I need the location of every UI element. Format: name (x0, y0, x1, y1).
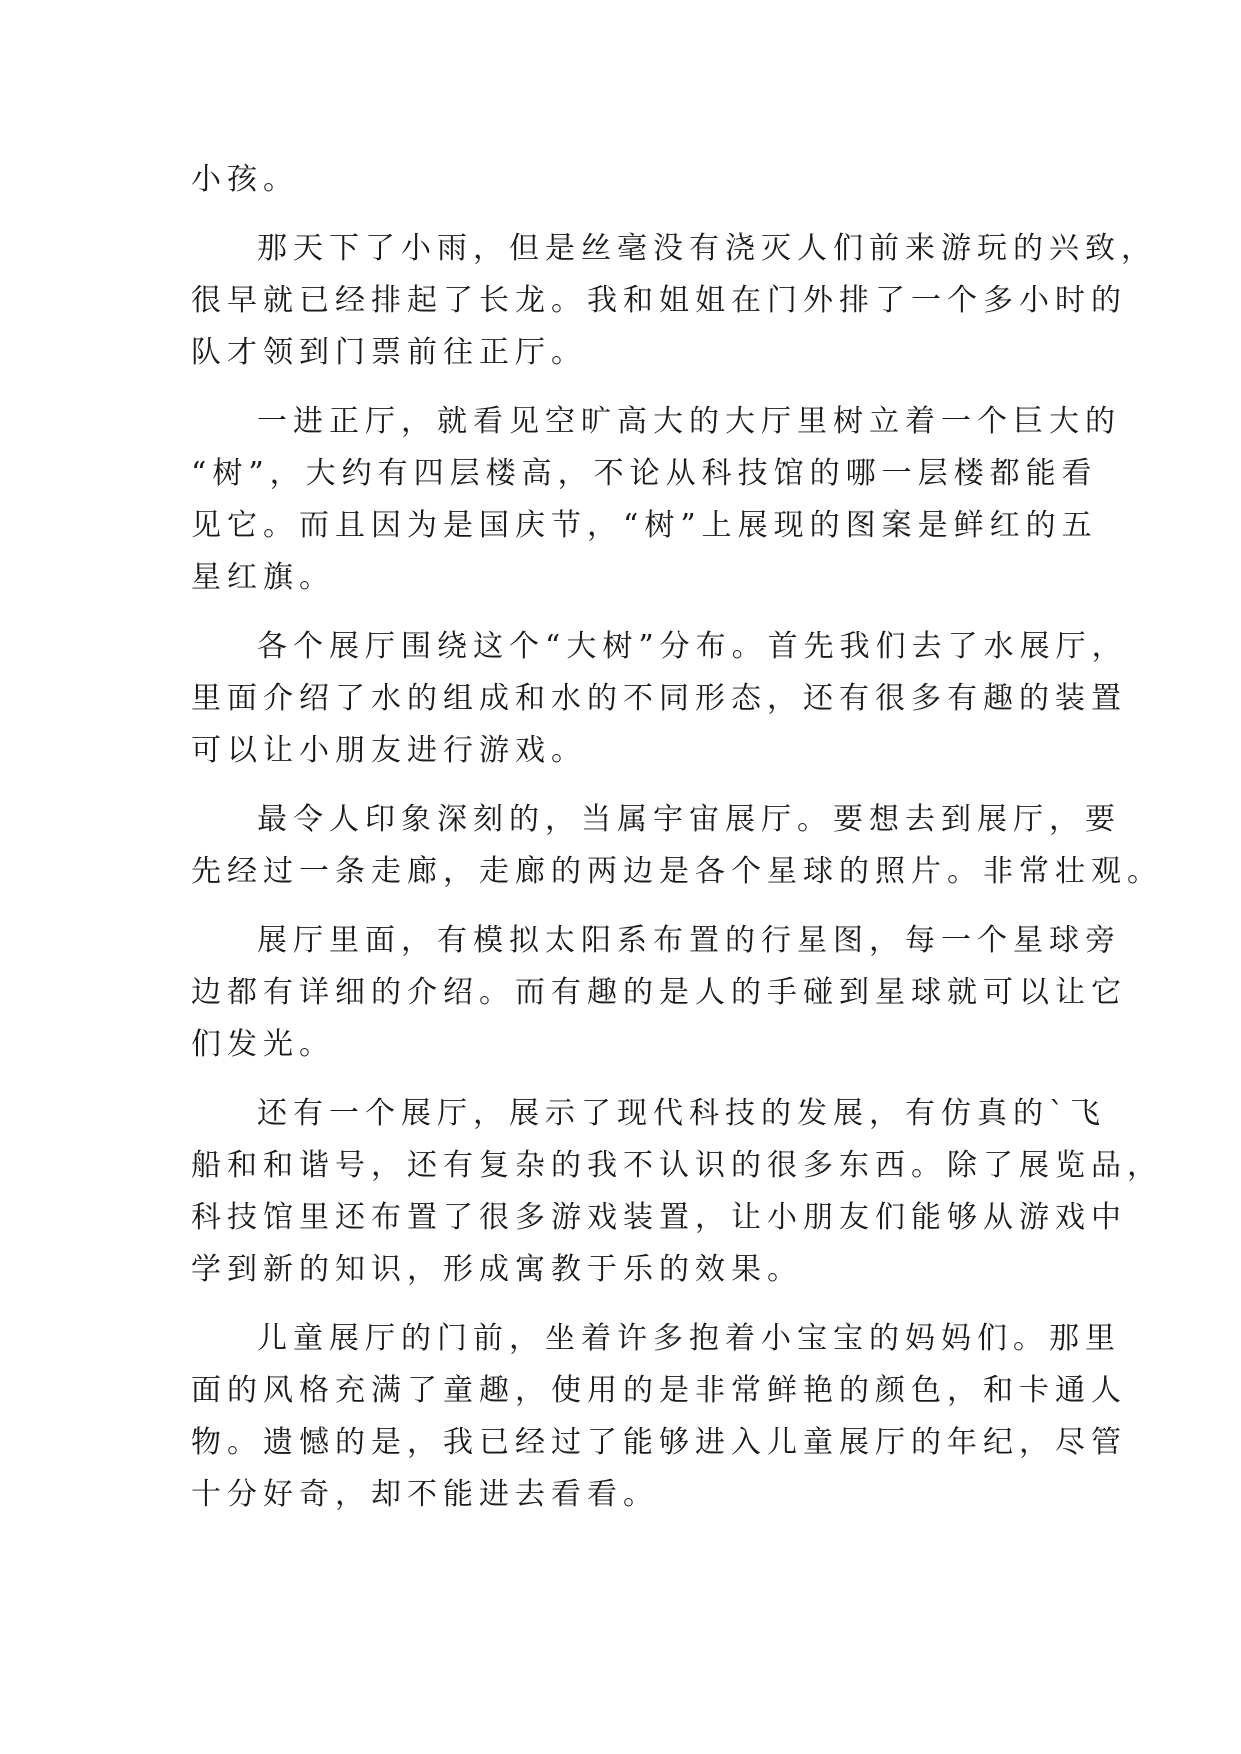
text-line: 小孩。 (191, 162, 299, 197)
text-line: 星红旗。 (191, 560, 335, 595)
text-line: 很早就已经排起了长龙。我和姐姐在门外排了一个多小时的 (191, 283, 1127, 318)
text-line: 船和和谐号，还有复杂的我不认识的很多东西。除了展览品， (191, 1148, 1163, 1183)
text-line: 十分好奇，却不能进去看看。 (191, 1477, 659, 1512)
text-line: 队才领到门票前往正厅。 (191, 335, 587, 370)
text-line: 见它。而且因为是国庆节，“树”上展现的图案是鲜红的五 (191, 508, 1098, 543)
paragraph-first-line: 还有一个展厅，展示了现代科技的发展，有仿真的`飞 (257, 1096, 1106, 1131)
text-line: 学到新的知识，形成寓教于乐的效果。 (191, 1252, 803, 1287)
text-line: 里面介绍了水的组成和水的不同形态，还有很多有趣的装置 (191, 681, 1127, 716)
paragraph-first-line: 儿童展厅的门前，坐着许多抱着小宝宝的妈妈们。那里 (257, 1321, 1121, 1356)
paragraph-first-line: 各个展厅围绕这个“大树”分布。首先我们去了水展厅， (257, 629, 1128, 664)
text-line: 们发光。 (191, 1027, 335, 1062)
text-line: 边都有详细的介绍。而有趣的是人的手碰到星球就可以让它 (191, 975, 1127, 1010)
text-line: “树”，大约有四层楼高，不论从科技馆的哪一层楼都能看 (191, 456, 1098, 491)
text-line: 可以让小朋友进行游戏。 (191, 733, 587, 768)
paragraph-first-line: 那天下了小雨，但是丝毫没有浇灭人们前来游玩的兴致， (257, 231, 1157, 266)
text-line: 先经过一条走廊，走廊的两边是各个星球的照片。非常壮观。 (191, 854, 1163, 889)
paragraph-first-line: 最令人印象深刻的，当属宇宙展厅。要想去到展厅，要 (257, 802, 1121, 837)
paragraph-first-line: 一进正厅，就看见空旷高大的大厅里树立着一个巨大的 (257, 404, 1121, 439)
text-line: 面的风格充满了童趣，使用的是非常鲜艳的颜色，和卡通人 (191, 1373, 1127, 1408)
paragraph-first-line: 展厅里面，有模拟太阳系布置的行星图，每一个星球旁 (257, 923, 1121, 958)
text-line: 科技馆里还布置了很多游戏装置，让小朋友们能够从游戏中 (191, 1200, 1127, 1235)
text-line: 物。遗憾的是，我已经过了能够进入儿童展厅的年纪，尽管 (191, 1425, 1127, 1460)
